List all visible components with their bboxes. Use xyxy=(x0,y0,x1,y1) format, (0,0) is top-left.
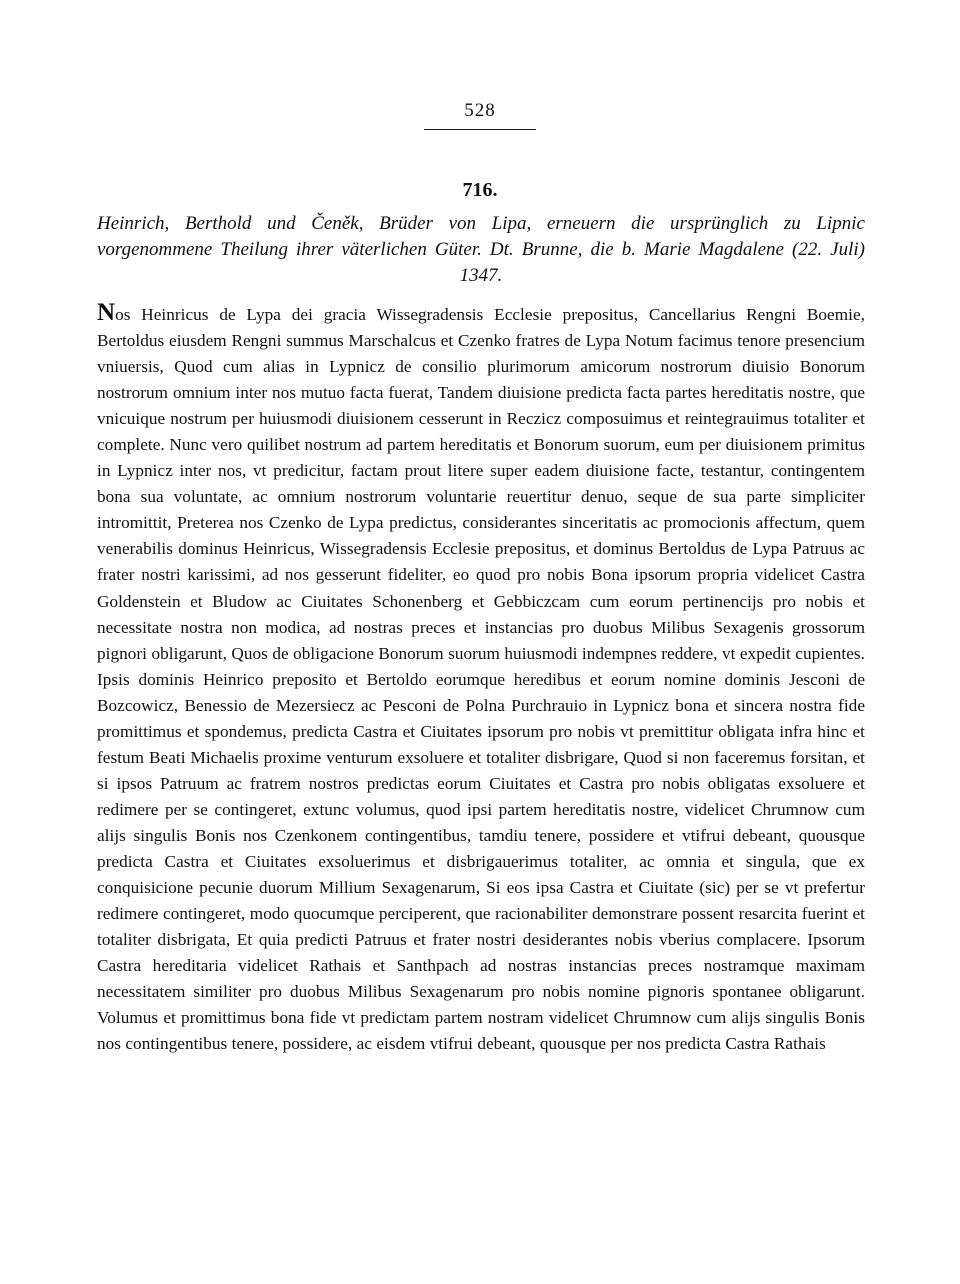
page-number: 528 xyxy=(464,100,496,121)
document-number: 716. xyxy=(462,179,498,201)
document-heading: Heinrich, Berthold und Čeněk, Brüder von Lipa, erneuern die ursprünglich zu Lipnic vorgenommene Theilung ihrer väterlichen Güter. Dt. Brunne, die b. Marie Magdalene (22. Juli) 1347. xyxy=(97,213,865,286)
initial-letter: N xyxy=(97,299,116,326)
document-body xyxy=(97,300,865,1057)
body-text: os Heinricus de Lypa dei gracia Wissegradensis Ecclesie prepositus, Cancellarius Rengni Boemie, Bertoldus eiusdem Rengni summus Marschalcus et Czenko fratres de Lypa Notum facimus tenore presencium vniuersis, Quod cum alias in Lypnicz de consilio plurimorum amicorum nostrorum diuisio Bonorum nostrorum omnium inter nos mutuo facta fuerat, Tandem diuisione predicta facta partes hereditatis nostre, que vnicuique nostrum per huiusmodi diuisionem cesserunt in Reczicz composuimus et reintegrauimus totaliter et complete. Nunc vero quilibet nostrum ad partem hereditatis et Bonorum suorum, eum per diuisionem primitus in Lypnicz inter nos, vt predicitur, factam prout litere super eadem diuisione facte, testantur, contingentem bona sua voluntate, ac omnium nostrorum voluntarie reuertitur denuo, seque de sua parte simpliciter intromittit, Preterea nos Czenko de Lypa predictus, considerantes sinceritatis ac promocionis affectum, quem venerabilis dominus Heinricus, Wissegradensis Ecclesie prepositus, et dominus Bertoldus de Lypa Patruus ac frater nostri karissimi, ad nos gesserunt fideliter, eo quod pro nobis Bona ipsorum propria videlicet Castra Goldenstein et Bludow ac Ciuitates Schonenberg et Gebbiczcam cum eorum pertinencijs pro nobis et necessitate nostra non modica, ad nostras preces et instancias pro duobus Milibus Sexagenis grossorum pignori obligarunt, Quos de obligacione Bonorum suorum huiusmodi indempnes reddere, vt expedit cupientes. Ipsis dominis Heinrico preposito et Bertoldo eorumque heredibus et eorum nomine dominis Jesconi de Bozcowicz, Benessio de Mezersiecz ac Pesconi de Polna Purchrauio in Lypnicz bona et sincera nostra fide promittimus et spondemus, predicta Castra et Ciuitates ipsorum pro nobis vt premittitur obligata infra hinc et festum Beati Michaelis proxime venturum exsoluere et totaliter disbrigare, Quod si non faceremus forsitan, et si ipsos Patruum ac fratrem nostros predictas eorum Ciuitates et Castra pro nobis obligatas exsoluere et redimere per se contingeret, extunc volumus, quod ipsi partem hereditatis nostre, videlicet Chrumnow cum alijs singulis Bonis nos Czenkonem contingentibus, tamdiu tenere, possidere et vtifrui debeant, quousque predicta Castra et Ciuitates exsoluerimus et disbrigauerimus totaliter, ac omnia et singula, que ex conquisicione pecunie duorum Millium Sexagenarum, Si eos ipsa Castra et Ciuitate (sic) per se vt prefertur redimere contingeret, modo quocumque perciperent, que racionabiliter demonstrare possent resarcita fuerint et totaliter disbrigata, Et quia predicti Patruus et frater nostri desiderantes nobis vberius complacere. Ipsorum Castra hereditaria videlicet Rathais et Santhpach ad nostras instancias preces nostramque maximam necessitatem similiter pro duobus Milibus Sexagenarum pro nobis nomine pignoris spontanee obligarunt. Volumus et promittimus bona fide vt predictam partem nostram videlicet Chrumnow cum alijs singulis Bonis nos contingentibus tenere, possidere, ac eisdem vtifrui debeant, quousque per nos predicta Castra Rathais xyxy=(97,305,865,1054)
header-rule xyxy=(424,129,536,130)
